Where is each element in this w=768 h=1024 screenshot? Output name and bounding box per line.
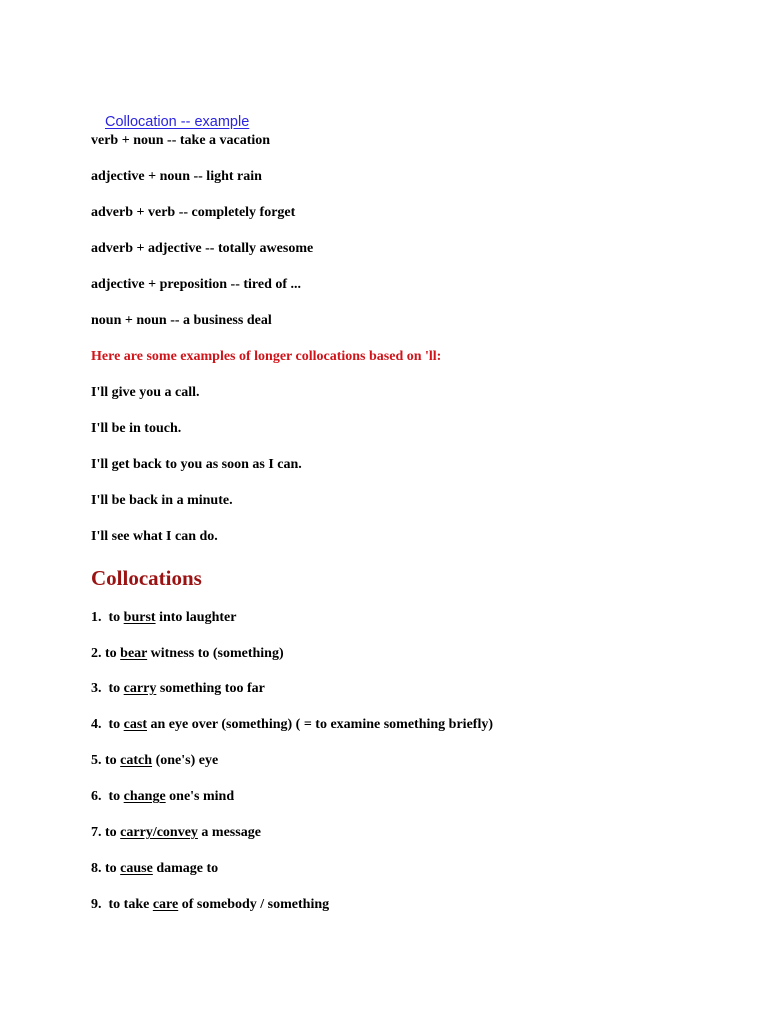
collocation-item-suffix: witness to (something) [147,646,284,661]
collocation-item-suffix: something too far [156,681,265,696]
collocation-item [91,860,218,878]
collocation-item-prefix: 3. to [91,681,124,696]
collocation-item-suffix: (one's) eye [152,753,219,768]
collocation-keyword: cause [120,861,153,876]
longer-collocations-note: Here are some examples of longer collocations based on 'll: [91,349,442,364]
collocations-section-title: Collocations [91,566,202,590]
ll-example-line: I'll be in touch. [91,421,182,436]
collocation-item [91,824,261,842]
ll-example-line: I'll see what I can do. [91,529,218,544]
collocation-item-prefix: 8. to [91,861,121,876]
pattern-line: verb + noun -- take a vacation [91,133,271,148]
collocation-keyword: carry [123,681,157,696]
pattern-line: adjective + noun -- light rain [91,169,262,184]
pattern-line: adjective + preposition -- tired of ... [91,277,302,292]
collocation-item-suffix: one's mind [165,789,235,804]
collocation-item [91,716,493,734]
pattern-line: adverb + adjective -- totally awesome [91,241,314,256]
collocation-item-suffix: of somebody / something [178,897,330,912]
collocation-item [91,645,284,663]
collocation-item-suffix: an eye over (something) ( = to examine something briefly) [147,717,493,732]
collocation-item-prefix: 2. to [91,646,121,661]
collocation-item-prefix: 6. to [91,789,124,804]
ll-example-line: I'll give you a call. [91,385,200,400]
pattern-line: noun + noun -- a business deal [91,313,272,328]
collocation-item-prefix: 1. to [91,610,124,625]
collocation-item-prefix: 5. to [91,753,121,768]
collocation-item-prefix: 7. to [91,825,121,840]
collocation-keyword: change [123,789,166,804]
collocation-item-prefix: 4. to [91,717,124,732]
collocation-keyword: carry/convey [120,825,198,840]
collocation-item [91,788,234,806]
collocation-item [91,896,329,914]
collocation-keyword: catch [120,753,153,768]
collocation-item [91,609,236,627]
collocation-keyword: cast [123,717,147,732]
collocation-example-link-text[interactable]: Collocation -- example [105,114,250,130]
collocation-item [91,680,265,698]
collocation-item-suffix: into laughter [155,610,237,625]
pattern-line: adverb + verb -- completely forget [91,205,296,220]
collocation-item-suffix: damage to [152,861,219,876]
collocation-item [91,752,218,770]
collocation-keyword: bear [120,646,148,661]
collocation-keyword: care [152,897,179,912]
collocation-item-prefix: 9. to take [91,897,153,912]
collocation-keyword: burst [123,610,156,625]
collocation-item-suffix: a message [197,825,261,840]
ll-example-line: I'll get back to you as soon as I can. [91,457,302,472]
ll-example-line: I'll be back in a minute. [91,493,233,508]
